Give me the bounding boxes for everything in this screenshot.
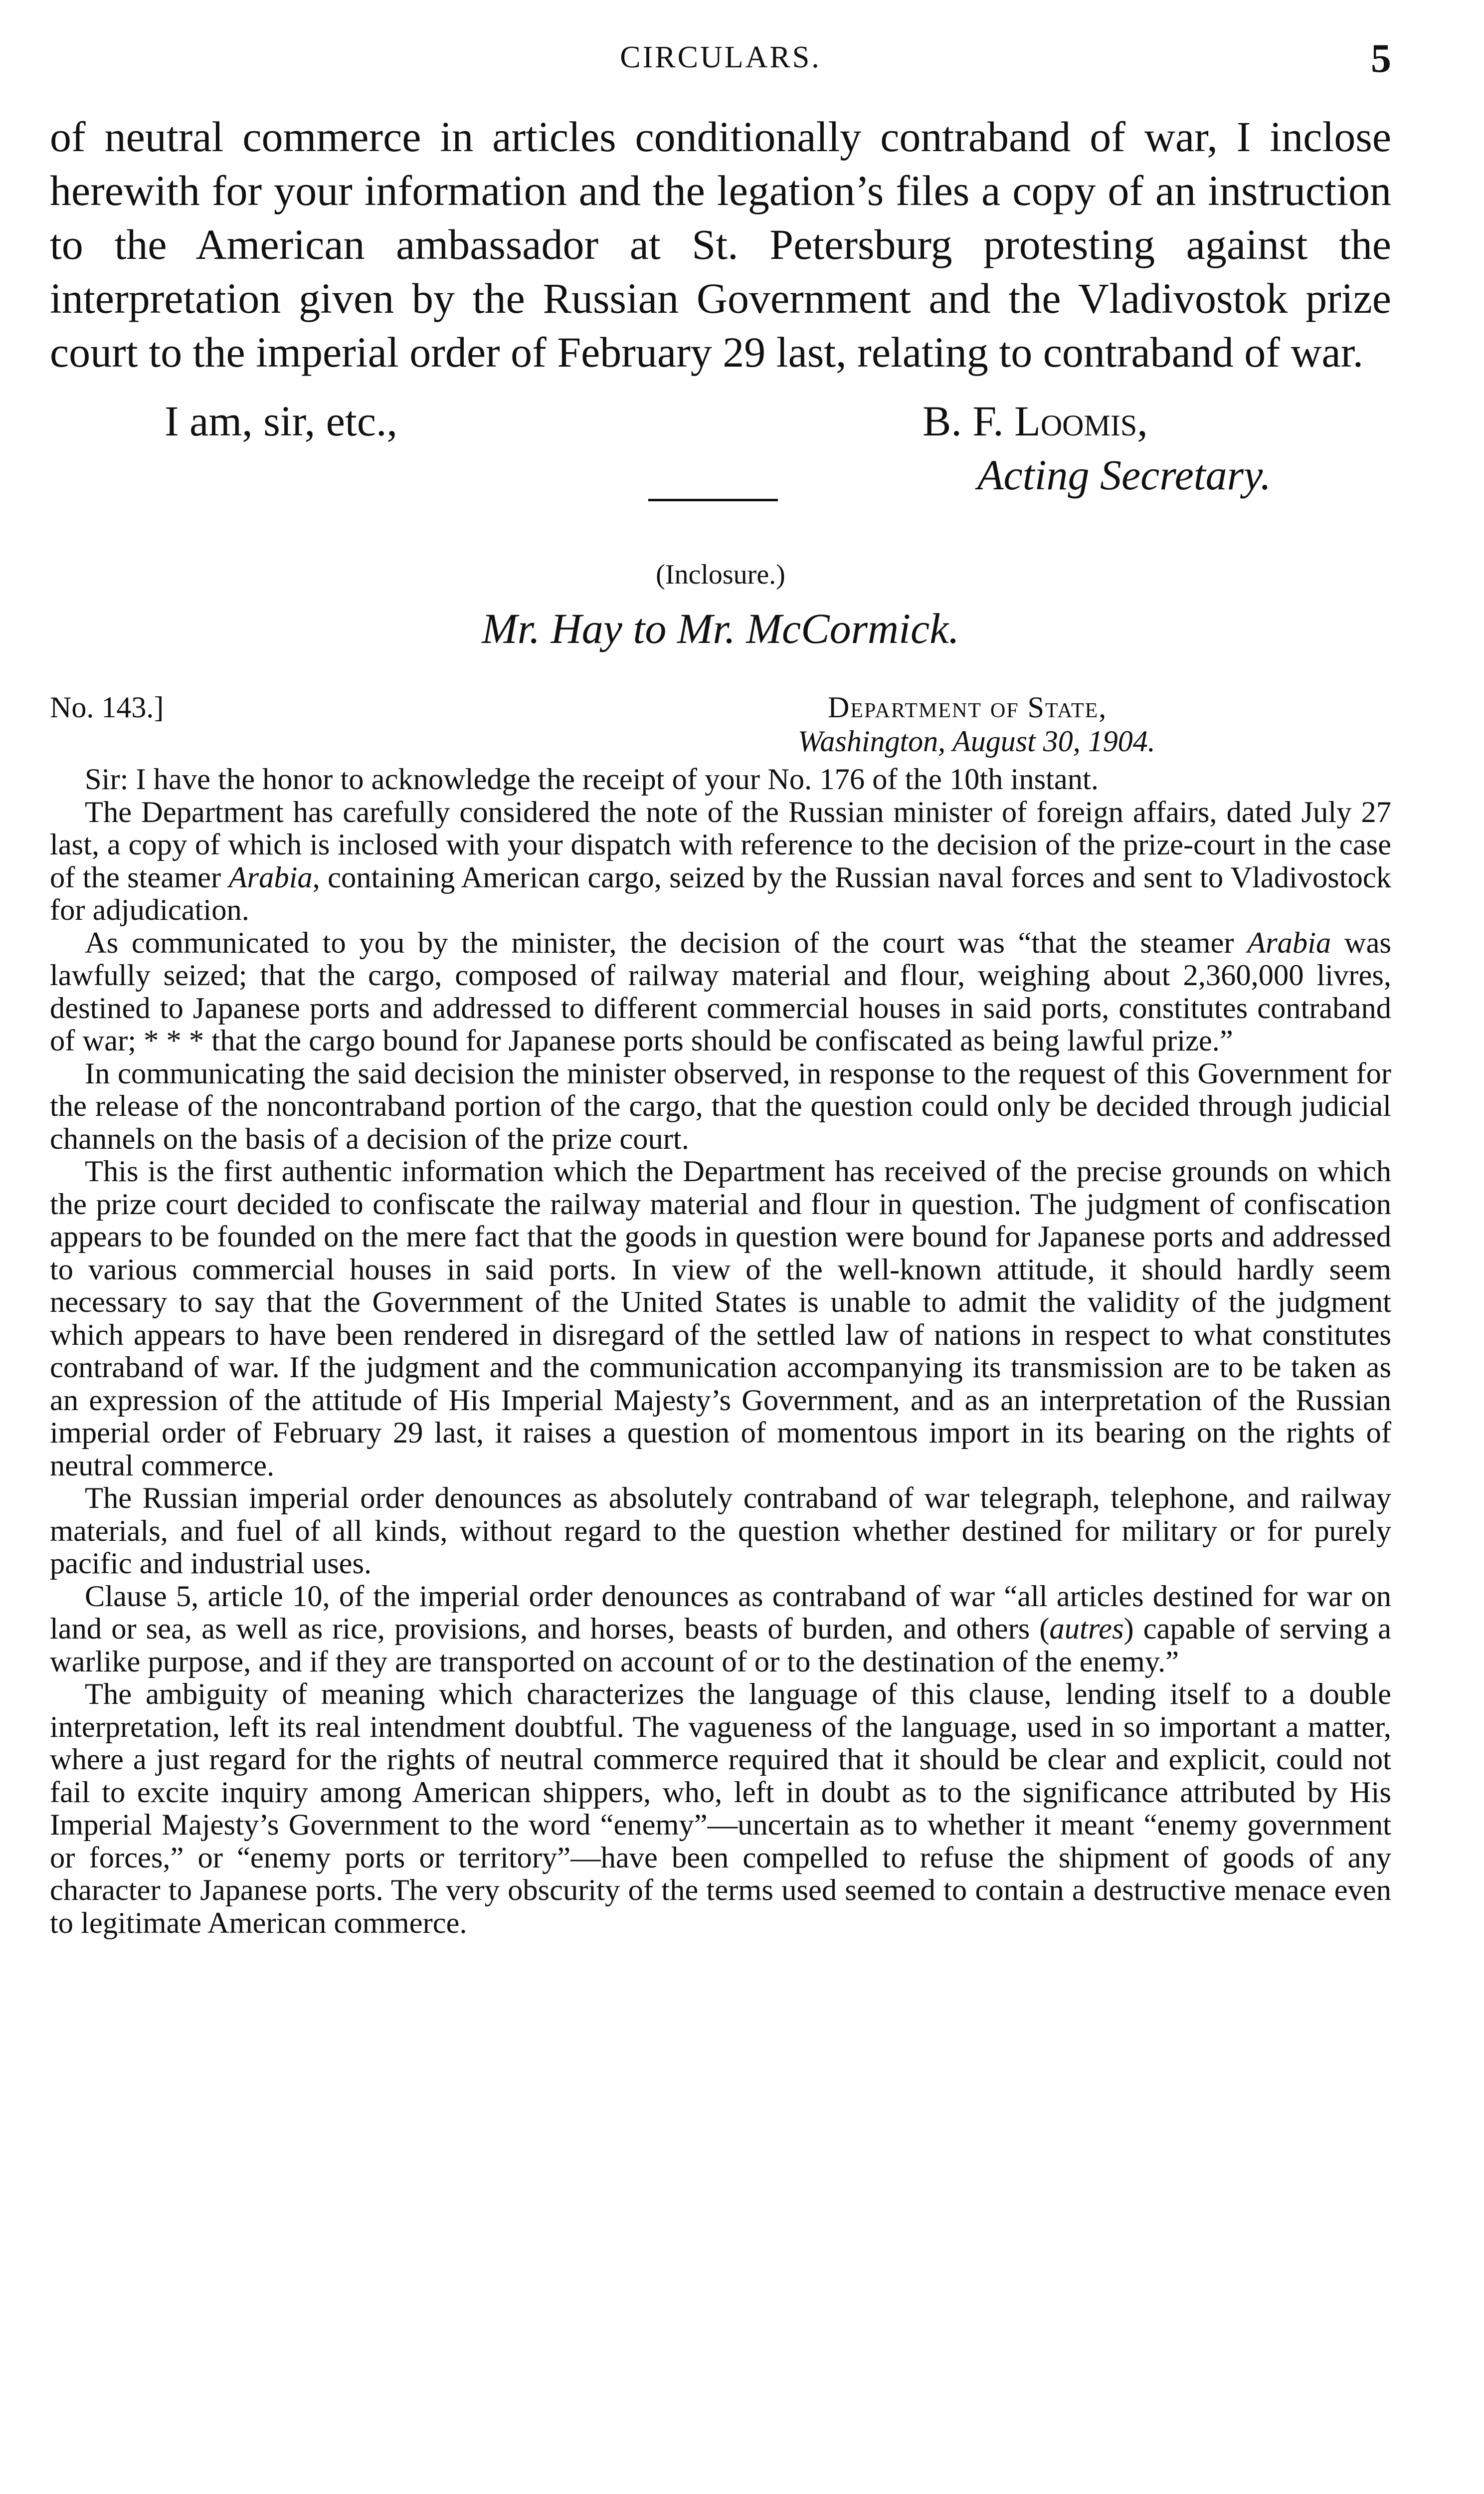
paragraph-minister-response: In communicating the said decision the minister observed, in response to the request of this Government for the release of the noncontraband portion of the cargo, that the question could only be decided through judicial channels on the basis of a decision of the prize court. xyxy=(50,1056,1391,1156)
running-title: CIRCULARS. xyxy=(620,40,821,74)
text-run: , containing American cargo, seized by the Russian naval forces and sent to Vladivostock for adjudication. xyxy=(50,860,1391,927)
instruction-body xyxy=(50,763,1391,1939)
paragraph-salutation: Sir: I have the honor to acknowledge the receipt of your No. 176 of the 10th instant. xyxy=(85,763,1099,796)
letter-paragraph: of neutral commerce in articles conditionally contraband of war, I inclose herewith for your information and the legation’s files a copy of an instruction to the American ambassador at St. Petersburg protesting against the interpretation given by the Russian Government and the Vladivostok prize court to the imperial order of February 29 last, relating to contraband of war. xyxy=(50,113,1391,376)
ship-name: Arabia xyxy=(228,860,313,894)
inclosure-label: (Inclosure.) xyxy=(656,559,785,590)
text-run: Clause 5, article 10, of the imperial order denounces as contraband of war “all articles destined for war on land or sea, as well as rice, provisions, and horses, beasts of burden, and others ( xyxy=(50,1579,1391,1646)
signer-name: B. F. Loomis, xyxy=(923,397,1148,445)
text-run: The Department has carefully considered the note of the Russian minister of foreign affairs, dated July 27 last, a copy of which is inclosed with your dispatch with reference to the decision of the prize-court in the case of the steamer xyxy=(50,795,1391,894)
text-run: As communicated to you by the minister, the decision of the court was “that the steamer xyxy=(85,926,1248,960)
paragraph-ambiguity: The ambiguity of meaning which characterizes the language of this clause, lending itself to a double interpretation, left its real intendment doubtful. The vagueness of the language, used in so important a matter, where a just regard for the rights of neutral commerce required that it should be clear and explicit, could not fail to excite inquiry among American shippers, who, left in doubt as to the significance attributed by His Imperial Majesty’s Government to the word “enemy”—uncertain as to whether it meant “enemy government or forces,” or “enemy ports or territory”—have been compelled to refuse the shipment of goods of any character to Japanese ports. The very obscurity of the terms used seemed to contain a destructive menace even to legitimate American commerce. xyxy=(50,1677,1391,1940)
paragraph-clause-five xyxy=(50,1580,1391,1678)
letter-closing xyxy=(50,394,1391,524)
document-number: No. 143.] xyxy=(50,691,164,724)
document-page xyxy=(50,30,1391,2464)
dateline xyxy=(50,691,1391,766)
complimentary-close: I am, sir, etc., xyxy=(165,397,397,445)
paragraph-consideration xyxy=(50,796,1391,927)
paragraph-authentic-information: This is the first authentic information which the Department has received of the precise grounds on which the prize court decided to confiscate the railway material and flour in question. The judgment of confiscation appears to be founded on the mere fact that the goods in question were bound for Japanese ports and addressed to various commercial houses in said ports. In view of the well-known attitude, it should hardly seem necessary to say that the Government of the United States is unable to admit the validity of the judgment which appears to have been rendered in disregard of the settled law of nations in respect to what constitutes contraband of war. If the judgment and the communication accompanying its transmission are to be taken as an expression of the attitude of His Imperial Majesty’s Government, and as an interpretation of the Russian imperial order of February 29 last, it raises a question of momentous import in its bearing on the rights of neutral commerce. xyxy=(50,1155,1391,1482)
text-run: was lawfully seized; that the cargo, composed of railway material and flour, weighing about 2,360,000 livres, destined to Japanese ports and addressed to different commercial houses in said ports, constitutes contraband of war; * * * that the cargo bound for Japanese ports should be confiscated as being lawful prize.” xyxy=(50,926,1391,1057)
paragraph-imperial-order: The Russian imperial order denounces as absolutely contraband of war telegraph, telephone, and railway materials, and fuel of all kinds, without regard to the question whether destined for military or for purely pacific and industrial uses. xyxy=(50,1481,1391,1580)
section-divider xyxy=(648,499,778,501)
ship-name: Arabia xyxy=(1247,926,1331,960)
page-number: 5 xyxy=(1371,35,1391,81)
text-run: ) capable of serving a warlike purpose, and if they are transported on account of or to the destination of the enemy.” xyxy=(50,1612,1391,1678)
place-and-date: Washington, August 30, 1904. xyxy=(798,725,1155,758)
department-name: Department of State, xyxy=(828,691,1108,724)
paragraph-court-decision xyxy=(50,927,1391,1057)
running-header xyxy=(50,35,1391,90)
signer-title: Acting Secretary. xyxy=(977,451,1272,499)
letter-body xyxy=(50,110,1391,379)
document-heading: Mr. Hay to Mr. McCormick. xyxy=(482,605,959,652)
italic-term: autres xyxy=(1049,1612,1124,1646)
